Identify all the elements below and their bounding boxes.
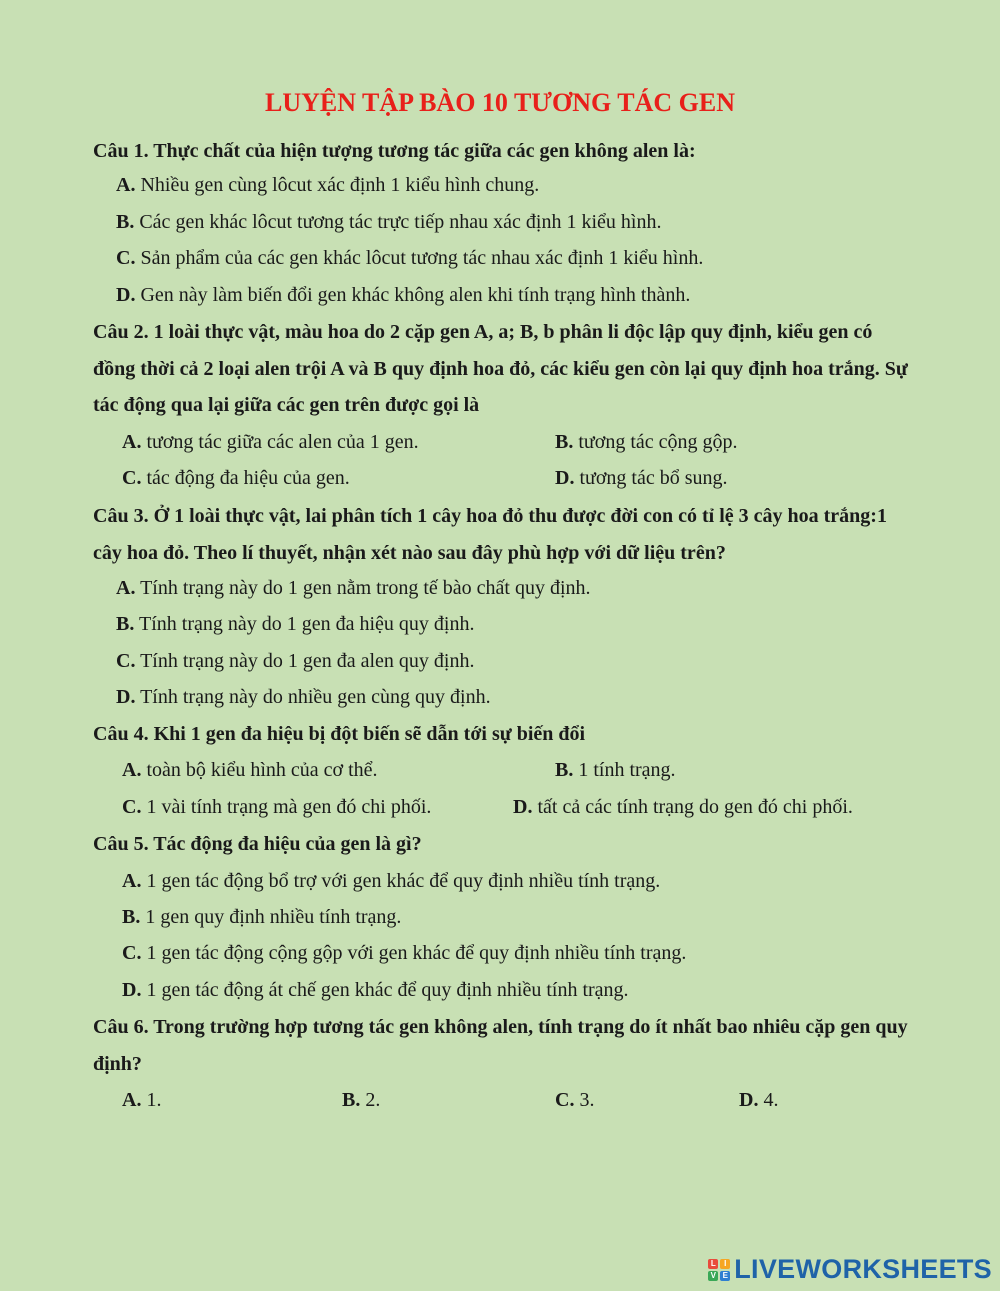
q2-option-d[interactable]: D. tương tác bổ sung. — [555, 467, 728, 489]
liveworksheets-logo — [708, 1254, 992, 1285]
question-4: Câu 4. Khi 1 gen đa hiệu bị đột biến sẽ dẫn tới sự biến đổi — [93, 723, 586, 745]
q6-option-a[interactable]: A. 1. — [122, 1089, 162, 1111]
q2-option-b[interactable]: B. tương tác cộng gộp. — [555, 431, 738, 453]
q3-option-d[interactable]: D. Tính trạng này do nhiều gen cùng quy định. — [116, 686, 491, 708]
q5-option-a[interactable]: A. 1 gen tác động bổ trợ với gen khác để quy định nhiều tính trạng. — [122, 870, 661, 892]
q5-option-d[interactable]: D. 1 gen tác động át chế gen khác để quy định nhiều tính trạng. — [122, 979, 629, 1001]
brand-name: LIVEWORKSHEETS — [734, 1254, 992, 1284]
q1-option-a[interactable]: A. Nhiều gen cùng lôcut xác định 1 kiểu hình chung. — [116, 174, 540, 196]
q4-option-b[interactable]: B. 1 tính trạng. — [555, 759, 676, 781]
q2-option-c[interactable]: C. tác động đa hiệu của gen. — [122, 467, 350, 489]
question-6: Câu 6. Trong trường hợp tương tác gen không alen, tính trạng do ít nhất bao nhiêu cặp gen quy định? — [93, 1016, 908, 1075]
page-title: LUYỆN TẬP BÀO 10 TƯƠNG TÁC GEN — [264, 88, 735, 117]
q2-option-a[interactable]: A. tương tác giữa các alen của 1 gen. — [122, 431, 419, 453]
q6-option-b[interactable]: B. 2. — [342, 1089, 381, 1111]
logo-letter-i: I — [720, 1259, 730, 1269]
q1-option-b[interactable]: B. Các gen khác lôcut tương tác trực tiếp nhau xác định 1 kiểu hình. — [116, 211, 662, 233]
question-3: Câu 3. Ở 1 loài thực vật, lai phân tích 1 cây hoa đỏ thu được đời con có tỉ lệ 3 cây hoa trắng:1 cây hoa đỏ. Theo lí thuyết, nhận xét nào sau đây phù hợp với dữ liệu trên? — [93, 505, 887, 564]
question-2: Câu 2. 1 loài thực vật, màu hoa do 2 cặp gen A, a; B, b phân li độc lập quy định, kiểu gen có đồng thời cả 2 loại alen trội A và B quy định hoa đỏ, các kiểu gen còn lại quy định hoa trắng. Sự tác động qua lại giữa các gen trên được gọi là — [93, 321, 908, 416]
live-logo-icon — [708, 1259, 730, 1281]
logo-letter-l: L — [708, 1259, 718, 1269]
q4-option-d[interactable]: D. tất cả các tính trạng do gen đó chi phối. — [513, 796, 853, 818]
q4-option-c[interactable]: C. 1 vài tính trạng mà gen đó chi phối. — [122, 796, 432, 818]
q3-option-b[interactable]: B. Tính trạng này do 1 gen đa hiệu quy định. — [116, 613, 475, 635]
logo-letter-e: E — [720, 1271, 730, 1281]
question-5: Câu 5. Tác động đa hiệu của gen là gì? — [93, 833, 422, 855]
question-1: Câu 1. Thực chất của hiện tượng tương tác giữa các gen không alen là: — [93, 140, 696, 162]
q5-option-b[interactable]: B. 1 gen quy định nhiều tính trạng. — [122, 906, 402, 928]
q3-option-c[interactable]: C. Tính trạng này do 1 gen đa alen quy định. — [116, 650, 475, 672]
q1-option-d[interactable]: D. Gen này làm biến đổi gen khác không alen khi tính trạng hình thành. — [116, 284, 691, 306]
q4-option-a[interactable]: A. toàn bộ kiểu hình của cơ thể. — [122, 759, 378, 781]
q1-option-c[interactable]: C. Sản phẩm của các gen khác lôcut tương tác nhau xác định 1 kiểu hình. — [116, 247, 704, 269]
logo-letter-v: V — [708, 1271, 718, 1281]
q6-option-d[interactable]: D. 4. — [739, 1089, 779, 1111]
q6-option-c[interactable]: C. 3. — [555, 1089, 595, 1111]
q5-option-c[interactable]: C. 1 gen tác động cộng gộp với gen khác để quy định nhiều tính trạng. — [122, 942, 687, 964]
q3-option-a[interactable]: A. Tính trạng này do 1 gen nằm trong tế bào chất quy định. — [116, 577, 591, 599]
